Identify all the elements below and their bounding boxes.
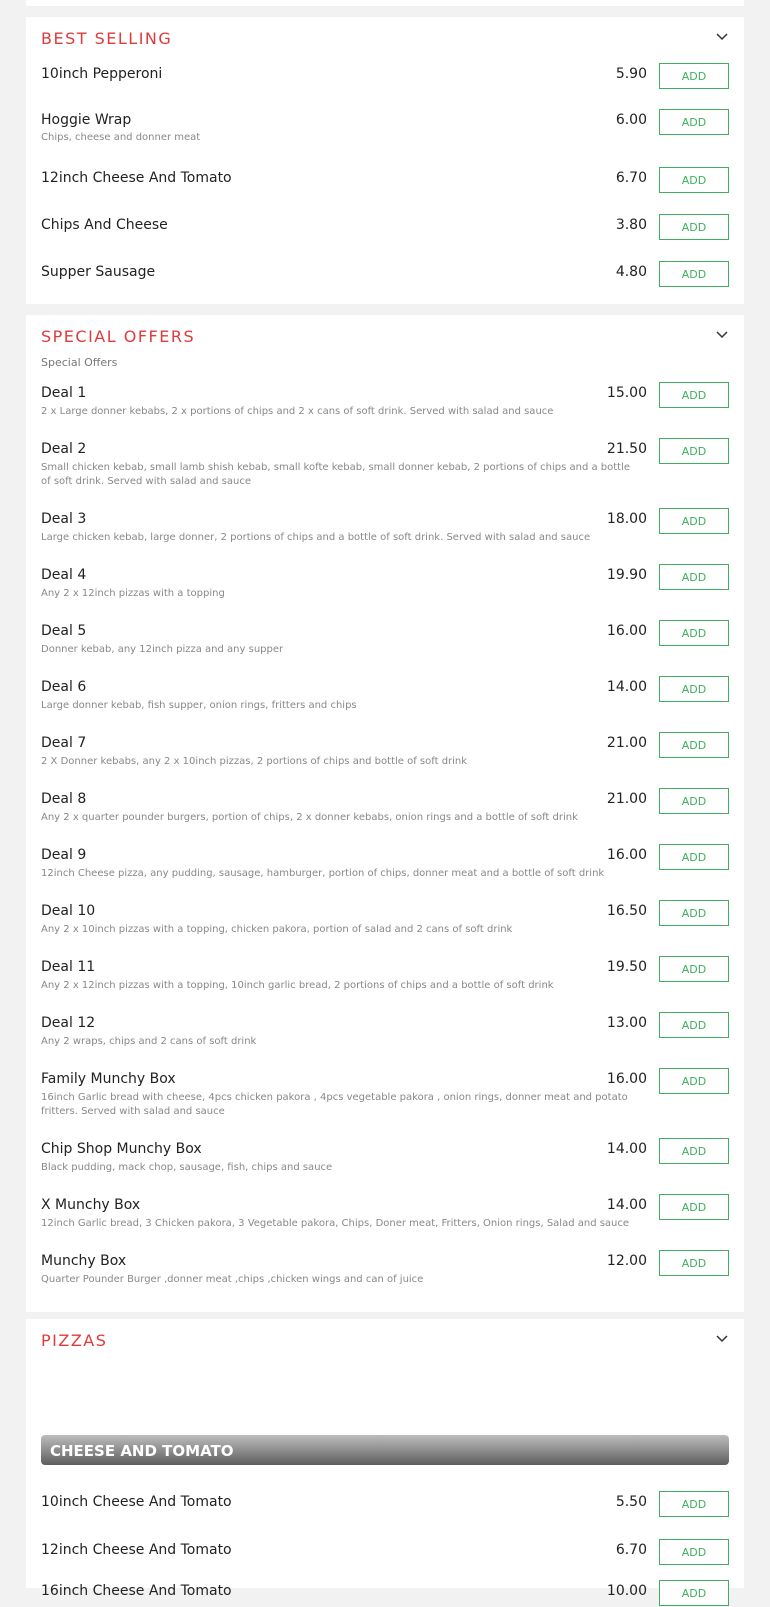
add-button[interactable]: ADD [659, 732, 729, 758]
item-price: 16.00 [606, 1071, 647, 1087]
item-price: 6.70 [615, 1542, 647, 1558]
add-button[interactable]: ADD [659, 1580, 729, 1606]
item-price: 16.00 [606, 623, 647, 639]
item-name: Deal 4 [41, 567, 87, 583]
item-description: Any 2 x 12inch pizzas with a topping [41, 588, 225, 599]
item-description: Any 2 x 12inch pizzas with a topping, 10inch garlic bread, 2 portions of chips and a bottle of soft drink [41, 980, 554, 991]
item-price: 16.00 [606, 847, 647, 863]
item-name: Deal 6 [41, 679, 87, 695]
item-price: 19.90 [606, 567, 647, 583]
item-price: 15.00 [606, 385, 647, 401]
add-button[interactable]: ADD [659, 564, 729, 590]
item-name: Deal 3 [41, 511, 87, 527]
item-name: Deal 2 [41, 441, 87, 457]
add-button[interactable]: ADD [659, 508, 729, 534]
item-name: Munchy Box [41, 1253, 127, 1269]
add-button[interactable]: ADD [659, 382, 729, 408]
item-price: 12.00 [606, 1253, 647, 1269]
add-button[interactable]: ADD [659, 788, 729, 814]
item-price: 6.00 [615, 112, 647, 128]
item-name: Deal 7 [41, 735, 87, 751]
item-price: 3.80 [615, 217, 647, 233]
item-description: 12inch Cheese pizza, any pudding, sausage, hamburger, portion of chips, donner meat and a bottle of soft drink [41, 868, 605, 879]
item-description: Any 2 x quarter pounder burgers, portion of chips, 2 x donner kebabs, onion rings and a bottle of soft drink [41, 812, 578, 823]
section-special-offers [26, 315, 744, 1312]
add-button[interactable]: ADD [659, 214, 729, 240]
add-button[interactable]: ADD [659, 1068, 729, 1094]
item-price: 14.00 [606, 1141, 647, 1157]
section-pizzas [26, 1319, 744, 1600]
item-name: Chips And Cheese [41, 217, 168, 233]
item-description: Any 2 wraps, chips and 2 cans of soft drink [41, 1036, 257, 1047]
add-button[interactable]: ADD [659, 1250, 729, 1276]
item-price: 5.90 [615, 66, 647, 82]
item-name: Deal 9 [41, 847, 87, 863]
item-description: Large chicken kebab, large donner, 2 portions of chips and a bottle of soft drink. Served with salad and sauce [41, 532, 591, 543]
item-price: 13.00 [606, 1015, 647, 1031]
item-name: Deal 11 [41, 959, 96, 975]
item-description: 2 X Donner kebabs, any 2 x 10inch pizzas, 2 portions of chips and bottle of soft drink [41, 756, 468, 767]
item-name: Chip Shop Munchy Box [41, 1141, 202, 1157]
add-button[interactable]: ADD [659, 63, 729, 89]
item-description: Black pudding, mack chop, sausage, fish, chips and sauce [41, 1162, 333, 1173]
item-name: Deal 8 [41, 791, 87, 807]
add-button[interactable]: ADD [659, 676, 729, 702]
chevron-down-icon[interactable] [716, 1335, 728, 1343]
item-description: Any 2 x 10inch pizzas with a topping, chicken pakora, portion of salad and 2 cans of soft drink [41, 924, 513, 935]
item-name: Family Munchy Box [41, 1071, 176, 1087]
item-name: Supper Sausage [41, 264, 156, 280]
item-name: Hoggie Wrap [41, 112, 132, 128]
add-button[interactable]: ADD [659, 261, 729, 287]
add-button[interactable]: ADD [659, 1491, 729, 1517]
item-description: Small chicken kebab, small lamb shish kebab, small kofte kebab, small donner kebab, 2 portions of chips and a bottle of soft drink. Served with salad and sauce [41, 462, 631, 487]
item-name: Deal 5 [41, 623, 87, 639]
item-price: 16.50 [606, 903, 647, 919]
item-name: Deal 10 [41, 903, 96, 919]
section-title: SPECIAL OFFERS [41, 327, 196, 346]
add-button[interactable]: ADD [659, 1138, 729, 1164]
add-button[interactable]: ADD [659, 1012, 729, 1038]
item-price: 6.70 [615, 170, 647, 186]
chevron-down-icon[interactable] [716, 33, 728, 41]
item-description: Donner kebab, any 12inch pizza and any supper [41, 644, 284, 655]
item-price: 19.50 [606, 959, 647, 975]
item-description: Chips, cheese and donner meat [41, 132, 201, 143]
item-name: 10inch Cheese And Tomato [41, 1494, 232, 1510]
section-title: PIZZAS [41, 1331, 108, 1350]
item-description: Large donner kebab, fish supper, onion rings, fritters and chips [41, 700, 357, 711]
item-price: 10.00 [606, 1583, 647, 1599]
add-button[interactable]: ADD [659, 1194, 729, 1220]
item-price: 21.00 [606, 735, 647, 751]
add-button[interactable]: ADD [659, 438, 729, 464]
add-button[interactable]: ADD [659, 167, 729, 193]
section-title: BEST SELLING [41, 29, 173, 48]
item-name: 12inch Cheese And Tomato [41, 170, 232, 186]
item-name: 16inch Cheese And Tomato [41, 1583, 232, 1599]
item-name: Deal 12 [41, 1015, 96, 1031]
item-price: 5.50 [615, 1494, 647, 1510]
add-button[interactable]: ADD [659, 109, 729, 135]
item-name: 10inch Pepperoni [41, 66, 163, 82]
item-price: 21.00 [606, 791, 647, 807]
item-description: 16inch Garlic bread with cheese, 4pcs chicken pakora , 4pcs vegetable pakora , onion rings, donner meat and potato fritters. Served with salad and sauce [41, 1092, 628, 1117]
add-button[interactable]: ADD [659, 844, 729, 870]
item-name: 12inch Cheese And Tomato [41, 1542, 232, 1558]
item-price: 18.00 [606, 511, 647, 527]
item-description: 12inch Garlic bread, 3 Chicken pakora, 3 Vegetable pakora, Chips, Doner meat, Fritters, Onion rings, Salad and sauce [41, 1218, 630, 1229]
section-best-selling [26, 17, 744, 304]
item-name: Deal 1 [41, 385, 87, 401]
section-description: Special Offers [41, 356, 118, 369]
item-description: Quarter Pounder Burger ,donner meat ,chips ,chicken wings and can of juice [41, 1274, 424, 1285]
item-description: 2 x Large donner kebabs, 2 x portions of chips and 2 x cans of soft drink. Served with salad and sauce [41, 406, 554, 417]
subcategory-header: CHEESE AND TOMATO [41, 1435, 729, 1465]
item-price: 4.80 [615, 264, 647, 280]
previous-section-card [26, 0, 744, 6]
add-button[interactable]: ADD [659, 956, 729, 982]
add-button[interactable]: ADD [659, 620, 729, 646]
chevron-down-icon[interactable] [716, 331, 728, 339]
item-price: 21.50 [606, 441, 647, 457]
item-name: X Munchy Box [41, 1197, 141, 1213]
add-button[interactable]: ADD [659, 1539, 729, 1565]
item-price: 14.00 [606, 679, 647, 695]
item-price: 14.00 [606, 1197, 647, 1213]
add-button[interactable]: ADD [659, 900, 729, 926]
